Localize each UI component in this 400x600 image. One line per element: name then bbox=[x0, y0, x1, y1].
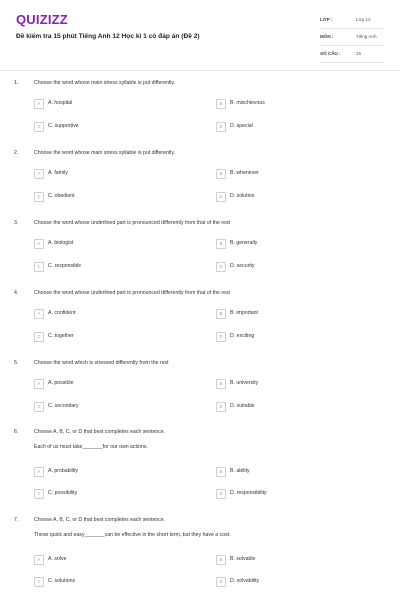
option-letter-box: D bbox=[216, 332, 226, 342]
option-text: C. solutions bbox=[48, 578, 76, 584]
option-letter-box: D bbox=[216, 402, 226, 412]
option-letter-box: C bbox=[34, 192, 44, 202]
option-letter-box: B bbox=[216, 239, 226, 249]
option-letter-box: B bbox=[216, 555, 226, 565]
option-text: B. important bbox=[230, 310, 258, 316]
option-text: A. confident bbox=[48, 310, 76, 316]
question-text: Choose the word which is stressed differently from the rest bbox=[34, 360, 169, 366]
option-letter-box: A bbox=[34, 467, 44, 477]
option-text: D. responsibility bbox=[230, 490, 267, 496]
quizizz-logo: QUIZIZZ bbox=[16, 12, 68, 27]
option-text: D. solvability bbox=[230, 578, 260, 584]
option-letter-box: B bbox=[216, 169, 226, 179]
option-letter-box: C bbox=[34, 122, 44, 132]
meta-label-count: SỐ CÂU : bbox=[320, 51, 341, 56]
option-letter-box: A bbox=[34, 379, 44, 389]
question-number: 6. bbox=[14, 429, 19, 435]
option-text: A. probability bbox=[48, 468, 78, 474]
meta-value-subject: Tiếng Anh bbox=[356, 34, 377, 39]
option-letter-box: D bbox=[216, 192, 226, 202]
meta-row-count bbox=[320, 46, 384, 63]
question-number: 5. bbox=[14, 360, 19, 366]
question-text: Choose the word whose main stress syllable is put differently. bbox=[34, 150, 176, 156]
option-text: D. security bbox=[230, 263, 255, 269]
option-text: B. ability bbox=[230, 468, 250, 474]
option-text: C. together bbox=[48, 333, 74, 339]
option-letter-box: C bbox=[34, 332, 44, 342]
option-text: B. solvable bbox=[230, 556, 256, 562]
option-letter-box: C bbox=[34, 402, 44, 412]
option-letter-box: B bbox=[216, 99, 226, 109]
meta-row-subject bbox=[320, 29, 384, 46]
option-letter-box: C bbox=[34, 577, 44, 587]
option-text: C. secondary bbox=[48, 403, 79, 409]
option-text: B. mischievous bbox=[230, 100, 265, 106]
option-text: A. hospital bbox=[48, 100, 73, 106]
option-text: A. solve bbox=[48, 556, 67, 562]
question-text: Choose the word whose main stress syllable is put differently. bbox=[34, 80, 176, 86]
option-text: C. supportive bbox=[48, 123, 79, 129]
option-letter-box: D bbox=[216, 122, 226, 132]
option-text: D. suitable bbox=[230, 403, 255, 409]
question-number: 7. bbox=[14, 517, 19, 523]
meta-value-count: 15 bbox=[356, 51, 362, 56]
question-sentence: Each of us must take_______for our own actions. bbox=[34, 444, 148, 450]
option-text: B. university bbox=[230, 380, 259, 386]
option-letter-box: B bbox=[216, 467, 226, 477]
option-text: A. family bbox=[48, 170, 68, 176]
option-letter-box: A bbox=[34, 169, 44, 179]
option-text: B. generally bbox=[230, 240, 258, 246]
option-text: A. biologist bbox=[48, 240, 74, 246]
option-letter-box: C bbox=[34, 262, 44, 272]
option-text: D. special bbox=[230, 123, 253, 129]
option-letter-box: C bbox=[34, 489, 44, 499]
worksheet-header bbox=[0, 0, 400, 68]
question-number: 1. bbox=[14, 80, 19, 86]
meta-label-subject: MÔN : bbox=[320, 34, 334, 39]
question-number: 4. bbox=[14, 290, 19, 296]
option-letter-box: A bbox=[34, 99, 44, 109]
option-text: C. possibility bbox=[48, 490, 78, 496]
worksheet-title: Đề kiểm tra 15 phút Tiếng Anh 12 Học kì 1 có đáp án (Đề 2) bbox=[16, 33, 200, 40]
question-text: Choose A, B, C, or D that best completes each sentence. bbox=[34, 429, 166, 435]
option-text: D. exciting bbox=[230, 333, 255, 339]
option-letter-box: D bbox=[216, 262, 226, 272]
option-text: D. solution bbox=[230, 193, 255, 199]
worksheet-meta bbox=[320, 12, 384, 63]
option-text: C. responsible bbox=[48, 263, 82, 269]
meta-value-class: Lớp 12 bbox=[356, 17, 371, 22]
option-text: C. obedient bbox=[48, 193, 75, 199]
option-text: B. whenever bbox=[230, 170, 259, 176]
option-letter-box: A bbox=[34, 309, 44, 319]
question-text: Choose the word whose underlined part is pronounced differently from that of the rest bbox=[34, 290, 230, 296]
option-text: A. possible bbox=[48, 380, 74, 386]
meta-row-class bbox=[320, 12, 384, 29]
option-letter-box: D bbox=[216, 489, 226, 499]
question-sentence: These quick and easy_______can be effective in the short term, but they have a cost. bbox=[34, 532, 231, 538]
option-letter-box: B bbox=[216, 309, 226, 319]
option-letter-box: A bbox=[34, 555, 44, 565]
question-number: 2. bbox=[14, 150, 19, 156]
question-text: Choose A, B, C, or D that best completes each sentence. bbox=[34, 517, 166, 523]
question-number: 3. bbox=[14, 220, 19, 226]
option-letter-box: B bbox=[216, 379, 226, 389]
option-letter-box: D bbox=[216, 577, 226, 587]
option-letter-box: A bbox=[34, 239, 44, 249]
question-text: Choose the word whose underlined part is pronounced differently from that of the rest bbox=[34, 220, 230, 226]
header-divider bbox=[0, 70, 400, 71]
meta-label-class: LỚP : bbox=[320, 17, 333, 22]
